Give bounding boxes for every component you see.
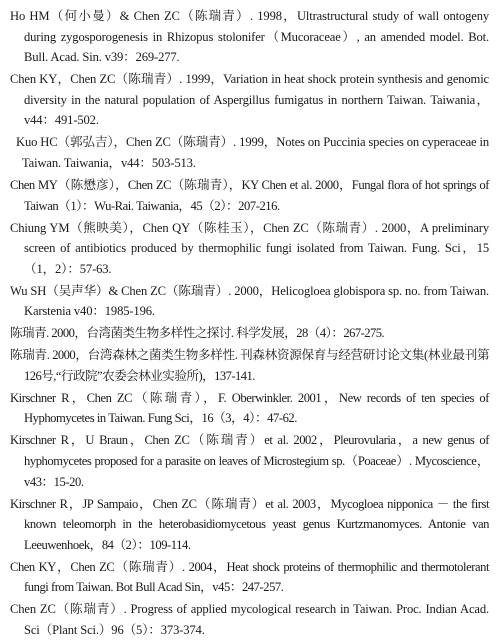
reference-item-1: Ho HM（何小曼）& Chen ZC（陈瑞青）. 1998，Ultrastructural study of wall ontogeny during zygosporogenesis in Rhizopus stolonifer（Mucoraceae）, an amended model. Bot. Bull. Acad. Sin. v39：269-277. bbox=[10, 9, 489, 65]
reference-item-3: Kuo HC（郭弘吉），Chen ZC（陈瑞青）. 1999，Notes on Puccinia species on cyperaceae in Taiwan. Taiwania，v44：503-513. bbox=[16, 135, 489, 170]
reference-item-10: Kirschner R，U Braun，Chen ZC（陈瑞青）et al. 2002，Pleurovularia，a new genus of hyphomycetes proposed for a parasite on leaves of Microstegium sp.（Poaceae）. Mycoscience，v43：15-20. bbox=[10, 433, 489, 489]
reference-item-6: Wu SH（吴声华）& Chen ZC（陈瑞青）. 2000，Helicogloea globispora sp. no. from Taiwan. Karstenia v40：1985-196. bbox=[10, 283, 489, 319]
reference-item-4: Chen MY（陈懋彦），Chen ZC（陈瑞青），KY Chen et al. 2000，Fungal flora of hot springs of Taiwan（1）：Wu-Rai. Taiwania，45（2）：207-216. bbox=[10, 177, 489, 213]
reference-item-5: Chiung YM（熊映美），Chen QY（陈桂玉），Chen ZC（陈瑞青）. 2000，A preliminary screen of antibiotics produced by thermophilic fungi isolated from Taiwan. Fung. Sci，15（1，2）：57-63. bbox=[10, 220, 489, 276]
reference-item-8: 陈瑞青. 2000，台湾森林之菌类生物多样性. 刊森林资源保育与经营研讨论文集(林业最刊第126号,“行政院”农委会林业实验所)，137-141. bbox=[10, 348, 489, 383]
reference-item-13: Chen ZC（陈瑞青）. Progress of applied mycological research in Taiwan. Proc. Indian Acad. Sci（Plant Sci.）96（5）：373-374. bbox=[10, 602, 489, 637]
reference-item-9: Kirschner R，Chen ZC（陈瑞青），F. Oberwinkler. 2001，New records of ten species of Hyphomycetes in Taiwan. Fung Sci，16（3，4）：47-62. bbox=[10, 390, 489, 426]
reference-item-12: Chen KY，Chen ZC（陈瑞青）. 2004，Heat shock proteins of thermophilic and thermotolerant fungi from Taiwan. Bot Bull Acad Sin，v45：247-257. bbox=[10, 559, 489, 595]
reference-item-2: Chen KY，Chen ZC（陈瑞青）. 1999，Variation in heat shock protein synthesis and genomic diversity in the natural population of Aspergillus fumigatus in northern Taiwan. Taiwania，v44：491-502. bbox=[10, 72, 489, 128]
reference-item-11: Kirschner R，JP Sampaio，Chen ZC（陈瑞青）et al. 2003，Mycogloea nipponica － the first known teleomorph in the heterobasidiomycetous yeast genus Kurtzmanomyces. Antonie van Leeuwenhoek，84（2）：109-114. bbox=[10, 496, 489, 552]
reference-item-7: 陈瑞青. 2000，台湾菌类生物多样性之探讨. 科学发展，28（4）：267-275. bbox=[10, 326, 385, 341]
